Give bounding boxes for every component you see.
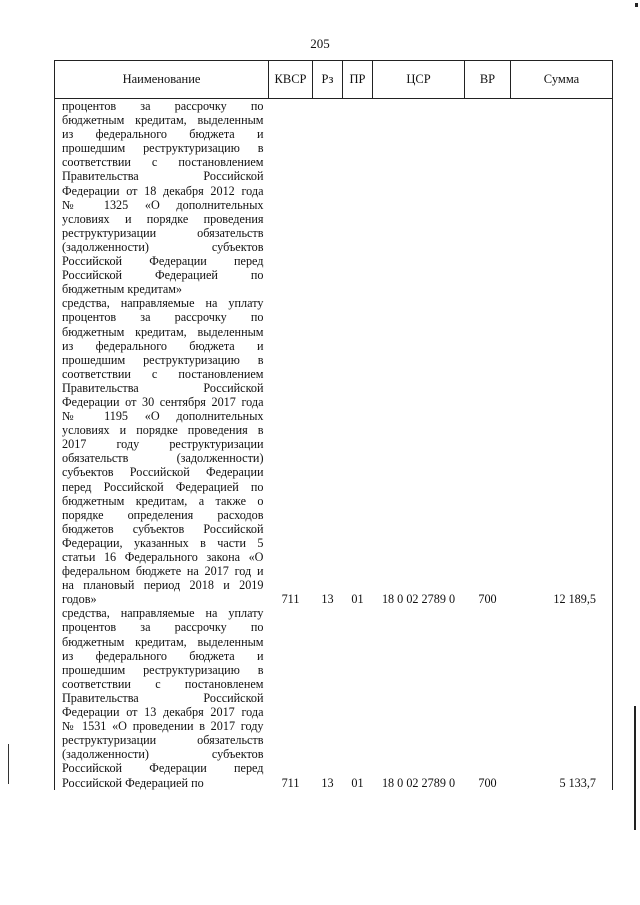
row-name-line: бюджетным кредитам, выделенным <box>62 113 264 128</box>
scan-mark-left <box>8 744 9 784</box>
row-name-line: из федерального бюджета и <box>62 127 264 142</box>
row-name-line: на плановый период 2018 и 2019 <box>62 578 264 593</box>
table-body <box>55 99 613 790</box>
row-name-line: бюджетным кредитам, выделенным <box>62 324 264 339</box>
row-name-line: Федерации от 13 декабря 2017 года <box>62 705 264 720</box>
table-row <box>55 99 613 297</box>
cell-csr <box>373 99 465 297</box>
cell-sum <box>511 99 613 297</box>
header-rz: Рз <box>313 61 343 99</box>
row-name-line: порядке определения расходов <box>62 507 264 522</box>
row-name-line: Правительства Российской <box>62 380 264 395</box>
row-name-line: условиях и порядке проведения <box>62 211 264 226</box>
row-name-line: № 1195 «О дополнительных <box>62 409 264 424</box>
row-name-line: реструктуризации обязательств <box>62 225 264 240</box>
budget-table <box>54 60 613 790</box>
header-pr: ПР <box>343 61 373 99</box>
cell-pr: 01 <box>351 592 364 607</box>
row-name <box>55 606 269 789</box>
row-name-line: Российской Федерацией по <box>62 268 264 283</box>
cell-vr <box>465 99 511 297</box>
row-name-line: средства, направляемые на уплату <box>62 606 264 621</box>
row-name-line: (задолженности) субъектов <box>62 747 264 762</box>
cell-vr: 700 <box>478 775 497 790</box>
row-name-line: 2017 году реструктуризации <box>62 437 264 452</box>
row-name-line: № 1325 «О дополнительных <box>62 197 264 212</box>
row-name-line: условиях и порядке проведения в <box>62 423 264 438</box>
cell-sum: 5 133,7 <box>511 606 613 789</box>
cell-vr: 700 <box>478 592 497 607</box>
row-name-line: бюджетным кредитам, а также о <box>62 493 264 508</box>
table-row <box>55 296 613 606</box>
row-name-line: Федерации от 30 сентября 2017 года <box>62 394 264 409</box>
row-name-line: Правительства Российской <box>62 169 264 184</box>
row-name-line: процентов за рассрочку по <box>62 620 264 635</box>
row-name-line: соответствии с постановленем <box>62 676 264 691</box>
row-name-line: из федерального бюджета и <box>62 338 264 353</box>
row-name-line: перед Российской Федерацией по <box>62 479 264 494</box>
row-name-line: из федерального бюджета и <box>62 648 264 663</box>
scan-mark-right <box>634 706 636 830</box>
row-name-line: соответствии с постановлением <box>62 155 264 170</box>
header-name: Наименование <box>55 61 269 99</box>
row-name-line: Российской Федерации перед <box>62 761 264 776</box>
row-name-line: процентов за рассрочку по <box>62 310 264 325</box>
cell-csr: 18 0 02 2789 0 <box>381 775 456 790</box>
cell-pr <box>343 99 373 297</box>
header-vr: ВР <box>465 61 511 99</box>
row-name-line: Федерации, указанных в части 5 <box>62 535 264 550</box>
row-name <box>55 99 269 297</box>
page-number: 205 <box>310 36 330 51</box>
cell-csr: 18 0 02 2789 0 <box>381 592 456 607</box>
header-kvsr: КВСР <box>269 61 313 99</box>
row-name-line: реструктуризации обязательств <box>62 733 264 748</box>
header-csr: ЦСР <box>373 61 465 99</box>
cell-sum: 12 189,5 <box>511 296 613 606</box>
row-name <box>55 296 269 606</box>
row-name-line: средства, направляемые на уплату <box>62 296 264 311</box>
table-row <box>55 606 613 789</box>
row-name-line: статьи 16 Федерального закона «О <box>62 550 264 564</box>
row-name-line: субъектов Российской Федерации <box>62 465 264 480</box>
cell-pr: 01 <box>351 775 364 790</box>
row-name-line: прошедшим реструктуризацию в <box>62 141 264 156</box>
row-name-line: (задолженности) субъектов <box>62 239 264 254</box>
header-sum: Сумма <box>511 61 613 99</box>
cell-rz: 13 <box>321 592 334 607</box>
cell-kvsr: 711 <box>281 592 300 607</box>
row-name-line: бюджетов субъектов Российской <box>62 521 264 536</box>
cell-kvsr <box>269 99 313 297</box>
row-name-line: № 1531 «О проведении в 2017 году <box>62 719 264 734</box>
row-name-line: бюджетным кредитам» <box>62 282 183 297</box>
row-name-line: бюджетным кредитам, выделенным <box>62 634 264 649</box>
cell-kvsr: 711 <box>281 775 300 790</box>
row-name-line: Федерации от 18 декабря 2012 года <box>62 183 264 198</box>
row-name-line: годов» <box>62 592 97 607</box>
row-name-line: Правительства Российской <box>62 690 264 705</box>
row-name-line: процентов за рассрочку по <box>62 99 264 113</box>
row-name-line: прошедшим реструктуризацию в <box>62 352 264 367</box>
row-name-line: прошедшим реструктуризацию в <box>62 662 264 677</box>
row-name-line: федеральном бюджете на 2017 год и <box>62 564 264 579</box>
row-name-line: обязательств (задолженности) <box>62 451 264 466</box>
row-name-line: Российской Федерации перед <box>62 254 264 269</box>
cell-rz <box>313 99 343 297</box>
scan-mark-top-right <box>635 3 638 7</box>
row-name-line: Российской Федерацией по <box>62 775 204 790</box>
cell-rz: 13 <box>321 775 334 790</box>
row-name-line: соответствии с постановлением <box>62 366 264 381</box>
table-header <box>55 61 613 99</box>
